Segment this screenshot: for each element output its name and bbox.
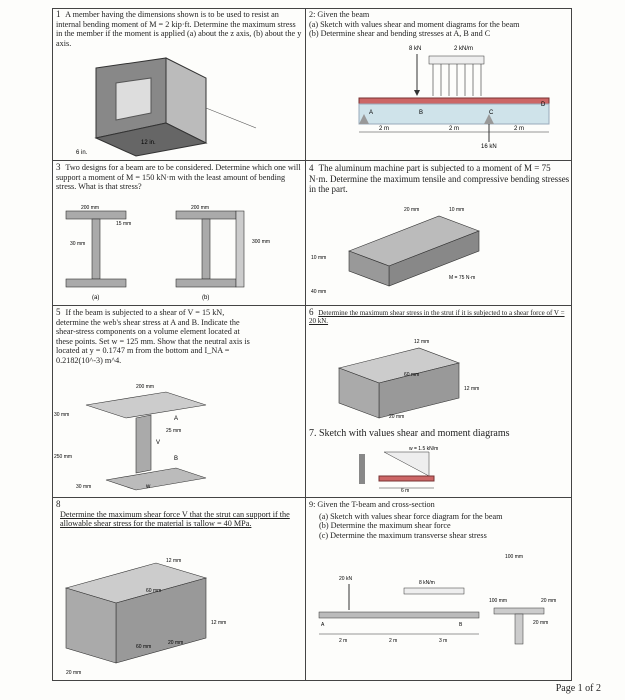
point-label: B	[174, 456, 179, 462]
dim-label: 20 mm	[389, 414, 405, 420]
point-label: A	[174, 416, 179, 422]
moment-label: M = 75 N·m	[449, 275, 476, 281]
problem-number: 1	[56, 9, 61, 19]
span-label: 2 m	[389, 638, 398, 644]
problem-statement: Determine the maximum shear force V that the strut can support if the allowable shear stress for the material is τallow = 40 MPa.	[60, 509, 290, 529]
dim-label: 300 mm	[252, 239, 271, 245]
problem-6-text	[309, 308, 571, 325]
problem-3	[56, 163, 302, 303]
point-label: C	[489, 110, 494, 116]
problem-6-7	[309, 308, 571, 495]
dim-label: 25 mm	[166, 428, 182, 434]
problem-statement: Determine the maximum shear stress in the strut if it is subjected to a shear force of V = 20 kN.	[309, 309, 565, 325]
dim-label: 60 mm	[404, 372, 420, 378]
problem-1-text	[56, 10, 302, 48]
problem-statement: The aluminum machine part is subjected to a moment of M = 75 N·m. Determine the maximum tensile and compressive bending stresses in the part.	[309, 163, 570, 194]
support-label: A	[321, 622, 325, 628]
problem-number: 3	[56, 162, 61, 172]
problem-2-line: (a) Sketch with values shear and moment diagrams for the beam	[309, 19, 520, 29]
problem-9	[309, 500, 571, 678]
dim-label: 12 mm	[211, 620, 227, 626]
dim-label: 12 mm	[414, 339, 430, 345]
dim-label: 15 mm	[116, 221, 132, 227]
page-number: Page 1 of 2	[555, 683, 601, 694]
problem-7-figure	[309, 442, 571, 494]
problem-2-line: (b) Determine shear and bending stresses at A, B and C	[309, 29, 491, 39]
problem-number: 8	[56, 499, 61, 509]
dim-label: 20 mm	[66, 670, 82, 676]
problem-2-beam-figure	[309, 42, 571, 152]
distributed-load-label: 2 kN/m	[454, 46, 474, 52]
row-divider	[52, 160, 572, 161]
dim-label: 60 mm	[146, 588, 162, 594]
problem-5-figure	[56, 380, 302, 490]
span-label: 6 m	[401, 488, 410, 494]
point-label: A	[369, 110, 374, 116]
problem-2	[309, 10, 571, 158]
figure-caption: (b)	[202, 295, 210, 301]
problem-8-text	[56, 510, 302, 529]
column-divider	[305, 8, 306, 680]
problem-8	[56, 500, 302, 678]
problem-1	[56, 10, 302, 158]
point-label: D	[541, 102, 546, 108]
load-label: w = 1.5 kN/m	[409, 446, 439, 452]
point-label: B	[419, 110, 424, 116]
span-label: 2 m	[514, 126, 525, 132]
problem-3-figure	[56, 203, 302, 303]
problem-statement: Two designs for a beam are to be considered. Determine which one will support a moment of M = 150 kN·m with the least amount of bending stress. What is that stress?	[56, 163, 301, 192]
dim-label: 30 mm	[76, 484, 92, 490]
dim-label: 12 in.	[141, 140, 156, 146]
dim-label: 20 mm	[168, 640, 184, 646]
dim-label: 20 mm	[404, 207, 420, 213]
problem-9-tasks	[319, 512, 571, 541]
dim-label: 200 mm	[136, 384, 155, 390]
point-load-label: 16 kN	[481, 144, 497, 150]
dim-label: 30 mm	[70, 241, 86, 247]
problem-statement: If the beam is subjected to a shear of V = 15 kN, determine the web's shear stress at A and B. Indicate the shear-stress components on a volume element located at these points. Set w = 125 mm. Show that the neutral axis is located at y = 0.1747 m from the bottom and I_NA = 0.2182(10^-3) m^4.	[56, 308, 250, 365]
span-label: 2 m	[339, 638, 348, 644]
problem-2-line: 2: Given the beam	[309, 10, 370, 19]
problem-number: 6	[309, 307, 314, 317]
figure-caption: (a)	[92, 295, 100, 301]
distributed-load-label: 8 kN/m	[419, 580, 435, 586]
problem-9-figure	[309, 548, 571, 678]
row-divider	[52, 497, 572, 498]
problem-number: 5	[56, 307, 61, 317]
row-divider	[52, 305, 572, 306]
problem-4-text	[309, 163, 571, 195]
dim-label: 12 mm	[166, 558, 182, 564]
dim-label: 6 in.	[76, 150, 88, 156]
span-label: 3 m	[439, 638, 448, 644]
point-load-label: 20 kN	[339, 576, 353, 582]
task-item: (b) Determine the maximum shear force	[319, 521, 451, 531]
problem-8-number	[56, 500, 302, 510]
problem-number: 4	[309, 163, 314, 173]
dim-label: 200 mm	[191, 205, 210, 211]
problem-statement: A member having the dimensions shown is to be used to resist an internal bending moment of M = 2 kip·ft. Determine the maximum stress in the member if the moment is applied (a) about the z axis, (b) about the y axis.	[56, 10, 302, 48]
dim-label: 20 mm	[541, 598, 557, 604]
problem-1-figure	[56, 48, 302, 158]
row-divider	[52, 8, 572, 9]
span-label: 2 m	[449, 126, 460, 132]
point-load-label: 8 kN	[409, 46, 422, 52]
span-label: 2 m	[379, 126, 390, 132]
left-border	[52, 8, 53, 680]
task-item: (a) Sketch with values shear force diagram for the beam	[319, 511, 503, 521]
problem-5-text	[56, 308, 256, 366]
dim-label: 60 mm	[136, 644, 152, 650]
dim-label: 10 mm	[311, 255, 327, 261]
shear-label: V	[156, 440, 161, 446]
problem-9-title: 9: Given the T-beam and cross-section	[309, 500, 435, 509]
dim-label: 40 mm	[311, 289, 327, 295]
task-item: (c) Determine the maximum transverse shear stress	[319, 530, 487, 540]
dim-label: 100 mm	[505, 554, 524, 560]
dim-label: 250 mm	[54, 454, 73, 460]
problem-5	[56, 308, 302, 495]
problem-6-figure	[309, 328, 571, 423]
width-label: w	[146, 484, 151, 490]
problem-3-text	[56, 163, 302, 192]
support-label: B	[459, 622, 463, 628]
problem-4	[309, 163, 571, 303]
dim-label: 10 mm	[449, 207, 465, 213]
dim-label: 30 mm	[54, 412, 70, 418]
problem-8-figure	[56, 548, 302, 678]
problem-7-text: 7. Sketch with values shear and moment diagrams	[309, 428, 510, 439]
dim-label: 12 mm	[464, 386, 480, 392]
dim-label: 200 mm	[81, 205, 100, 211]
row-divider	[52, 680, 572, 681]
dim-label: 20 mm	[533, 620, 549, 626]
problem-4-figure	[309, 201, 571, 301]
right-border	[571, 8, 572, 680]
dim-label: 100 mm	[489, 598, 508, 604]
